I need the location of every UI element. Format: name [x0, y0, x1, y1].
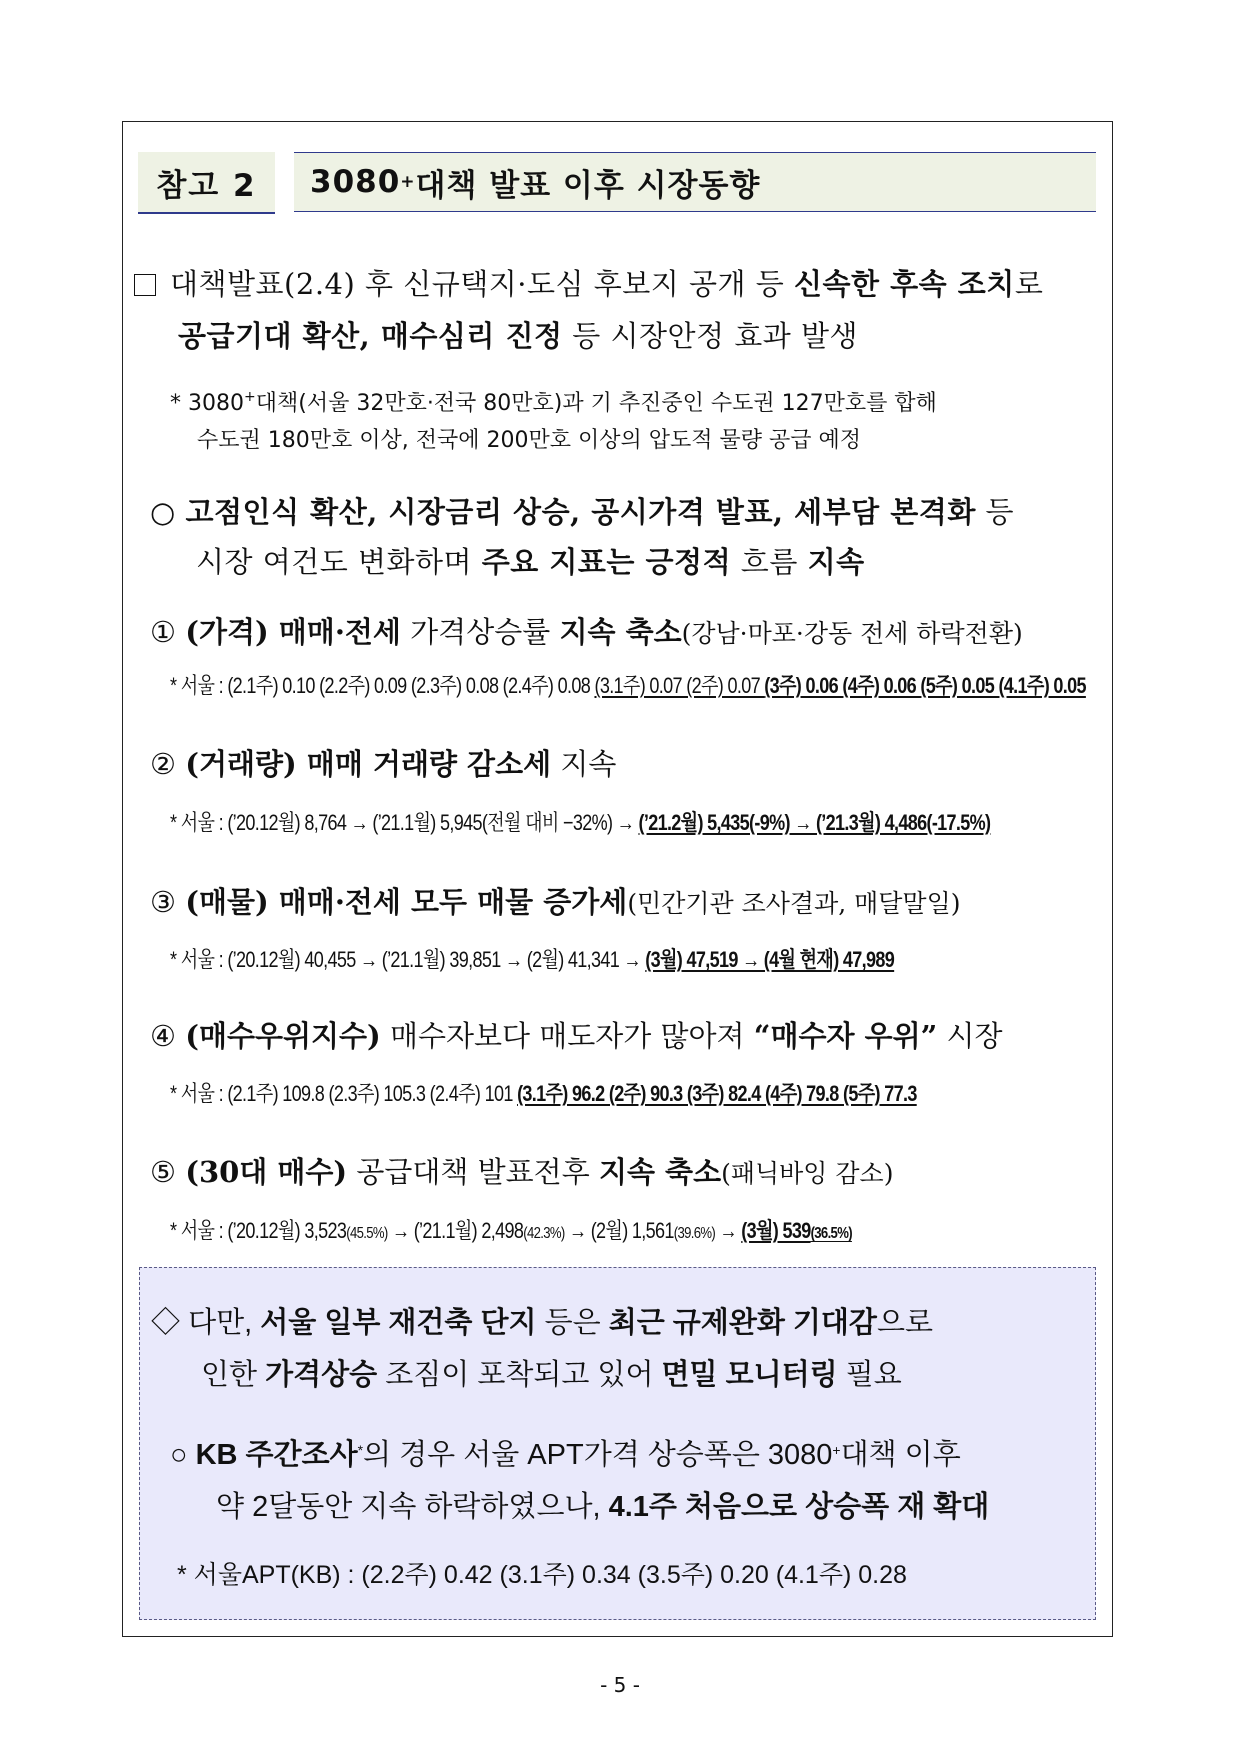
circle-bullet-icon: ○	[170, 1439, 188, 1471]
item-data: →	[715, 1218, 742, 1243]
lead-line-1	[134, 262, 1043, 303]
callout-sub-line-2	[216, 1484, 989, 1525]
item-text: 매수자보다 매도자가 많아져	[380, 1019, 754, 1053]
item-1-heading	[150, 610, 1023, 651]
callout-line-1	[151, 1300, 933, 1341]
bullet-line-2	[196, 540, 865, 581]
item-data: * 서울 : (2.1주) 109.8 (2.3주) 105.3 (2.4주) 101	[170, 1081, 518, 1106]
bullet-text: 시장 여건도 변화하며	[196, 545, 482, 579]
callout-sup: *	[357, 1442, 364, 1458]
bullet-emphasis: 고점인식 확산, 시장금리 상승, 공시가격 발표, 세부담 본격화	[185, 495, 976, 529]
item-emphasis: “매수자 우위”	[753, 1019, 938, 1053]
callout-text: 인한	[201, 1359, 266, 1391]
reference-tag-label: 참고 2	[156, 167, 257, 204]
item-data-emphasis-pct: (36.5%)	[810, 1225, 852, 1242]
callout-text: 약 2달동안 지속 하락하였으나,	[216, 1491, 609, 1523]
item-data-emphasis: (’21.2월) 5,435(-9%) → (’21.3월) 4,486(-17.5%)	[638, 810, 991, 835]
item-data-emphasis: (3주) 0.06 (4주) 0.06 (5주) 0.05 (4.1주) 0.05	[764, 673, 1086, 698]
footnote-text: 수도권 180만호 이상, 전국에 200만호 이상의 압도적 물량 공급 예정	[197, 428, 861, 453]
item-head: (30대 매수)	[185, 1155, 348, 1189]
footnote-line-2	[197, 423, 861, 454]
item-text: 지속	[551, 747, 617, 781]
item-data-underlined: (3.1주) 0.07 (2주) 0.07	[594, 673, 765, 698]
lead-emphasis: 신속한 후속 조치	[794, 267, 1015, 301]
title-rest: 대책 발표 이후 시장동향	[415, 167, 761, 204]
callout-emphasis: 서울 일부 재건축 단지	[260, 1307, 537, 1339]
item-data-emphasis: (3월) 47,519 → (4월 현재) 47,989	[645, 947, 895, 972]
bullet-text: 등	[975, 495, 1015, 529]
item-5-data	[170, 1214, 852, 1245]
page-number	[0, 1673, 1240, 1697]
callout-note	[177, 1555, 907, 1591]
callout-emphasis: 4.1주 처음으로 상승폭 재 확대	[608, 1491, 990, 1523]
item-5-heading	[150, 1150, 893, 1191]
item-number: ⑤	[150, 1155, 176, 1189]
callout-emphasis: KB 주간조사	[195, 1439, 358, 1471]
item-data-emphasis: (3.1주) 96.2 (2주) 90.3 (3주) 82.4 (4주) 79.8 (5주) 77.3	[517, 1081, 917, 1106]
item-data: * 서울 : (2.1주) 0.10 (2.2주) 0.09 (2.3주) 0.08 (2.4주) 0.08	[170, 673, 595, 698]
callout-sup: +	[832, 1442, 841, 1458]
item-data: → (2월) 1,561	[564, 1218, 674, 1243]
item-3-heading	[150, 880, 960, 921]
item-text: 가격상승률	[400, 615, 560, 649]
checkbox-icon	[134, 274, 156, 296]
item-tail: (패닉바잉 감소)	[721, 1159, 894, 1188]
item-data-pct: (39.6%)	[673, 1225, 716, 1242]
item-number: ④	[150, 1019, 176, 1053]
item-4-heading	[150, 1014, 1003, 1055]
item-head: (매물) 매매·전세 모두 매물 증가세	[185, 885, 628, 919]
footnote-text: 3080	[188, 391, 244, 416]
item-data-pct: (42.3%)	[523, 1225, 565, 1242]
diamond-bullet-icon: ◇	[151, 1307, 181, 1339]
item-number: ①	[150, 615, 176, 649]
item-emphasis: 지속 축소	[598, 1155, 722, 1189]
reference-tag	[138, 152, 275, 214]
callout-text: 대책 이후	[840, 1439, 961, 1471]
lead-line-2	[178, 314, 858, 355]
item-2-data	[170, 806, 990, 837]
callout-line-2	[201, 1352, 902, 1393]
callout-emphasis: 최근 규제완화 기대감	[608, 1307, 877, 1339]
footnote-line-1	[170, 386, 937, 417]
bullet-emphasis: 지속	[807, 545, 865, 579]
callout-sub-line-1	[170, 1432, 961, 1473]
item-data: * 서울 : (’20.12월) 8,764 → (’21.1월) 5,945(전월 대비 −32%) →	[170, 810, 639, 835]
title-sup: +	[400, 172, 416, 192]
item-text: 공급대책 발표전후	[347, 1155, 599, 1189]
lead-text: 대책발표(2.4) 후 신규택지·도심 후보지 공개 등	[170, 267, 795, 301]
item-3-data	[170, 943, 894, 974]
footnote-text: 대책(서울 32만호·전국 80만호)과 기 추진중인 수도권 127만호를 합해	[255, 391, 937, 416]
item-data: * 서울 : (’20.12월) 3,523	[170, 1218, 347, 1243]
callout-emphasis: 면밀 모니터링	[661, 1359, 838, 1391]
item-head: (거래량) 매매 거래량 감소세	[185, 747, 552, 781]
title-main: 3080	[310, 164, 401, 200]
item-1-data	[170, 669, 1086, 700]
lead-emphasis: 공급기대 확산, 매수심리 진정	[178, 319, 563, 353]
bullet-emphasis: 주요 지표는 긍정적	[481, 545, 732, 579]
item-data: → (’21.1월) 2,498	[387, 1218, 524, 1243]
lead-text: 로	[1014, 267, 1044, 301]
item-number: ②	[150, 747, 176, 781]
page-number-text: - 5 -	[600, 1673, 640, 1697]
bullet-text: 흐름	[731, 545, 808, 579]
item-4-data	[170, 1077, 917, 1108]
callout-text: 필요	[837, 1359, 902, 1391]
item-2-heading	[150, 742, 616, 783]
callout-emphasis: 가격상승	[265, 1359, 378, 1391]
callout-text: 등은	[536, 1307, 609, 1339]
lead-text: 등 시장안정 효과 발생	[562, 319, 859, 353]
item-tail: (강남·마포·강동 전세 하락전환)	[681, 619, 1023, 648]
bullet-line-1	[150, 490, 1014, 531]
section-title	[294, 152, 1096, 212]
callout-note-text: * 서울APT(KB) : (2.2주) 0.42 (3.1주) 0.34 (3.5주) 0.20 (4.1주) 0.28	[177, 1561, 907, 1589]
item-emphasis: 지속 축소	[559, 615, 682, 649]
callout-text: 다만,	[188, 1307, 261, 1339]
callout-text: 으로	[876, 1307, 933, 1339]
item-data: * 서울 : (’20.12월) 40,455 → (’21.1월) 39,851 → (2월) 41,341 →	[170, 947, 646, 972]
callout-text: 조짐이 포착되고 있어	[377, 1359, 662, 1391]
circle-bullet-icon: ○	[150, 495, 176, 529]
item-tail: (민간기관 조사결과, 매달말일)	[627, 889, 961, 918]
item-head: (가격) 매매·전세	[185, 615, 401, 649]
item-tail: 시장	[937, 1019, 1003, 1053]
item-data-pct: (45.5%)	[346, 1225, 388, 1242]
item-head: (매수우위지수)	[185, 1019, 381, 1053]
item-data-emphasis: (3월) 539	[741, 1218, 811, 1243]
footnote-sup: +	[244, 389, 256, 405]
callout-text: 의 경우 서울 APT가격 상승폭은 3080	[363, 1439, 833, 1471]
footnote-star: *	[170, 391, 181, 416]
item-number: ③	[150, 885, 176, 919]
